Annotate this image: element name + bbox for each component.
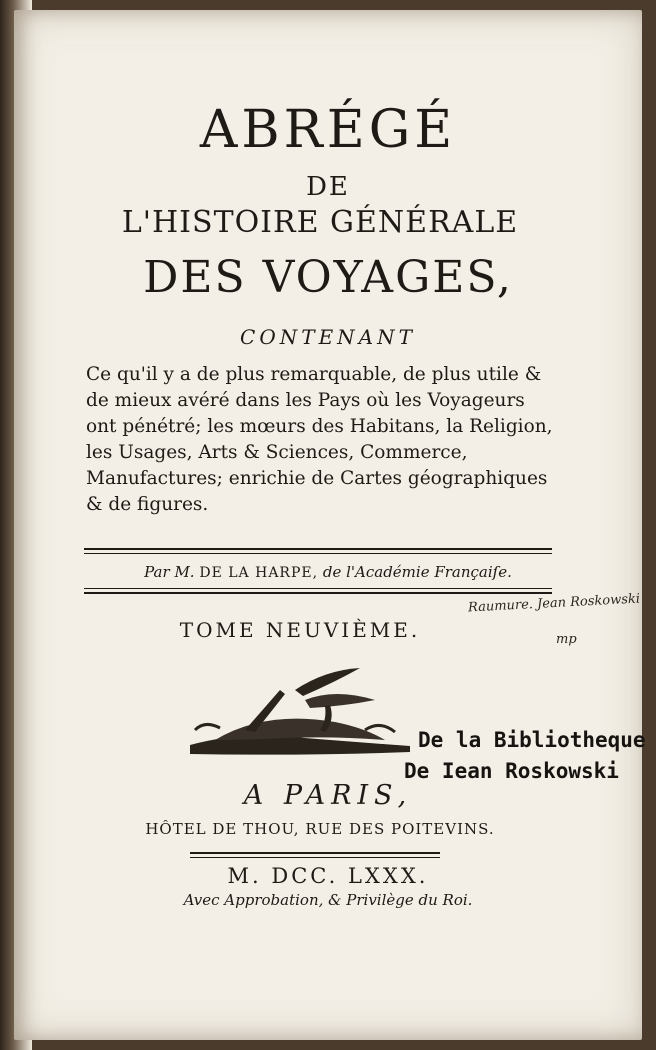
author-prefix: Par M.: [144, 563, 195, 581]
handwritten-mark: mp: [556, 632, 577, 647]
subtitle-label: CONTENANT: [240, 325, 416, 349]
printer-vignette-ornament: [185, 660, 415, 760]
double-rule-bottom-a: [84, 588, 552, 589]
stamp-line-2: De Iean Roskowski: [404, 759, 619, 783]
imprint-rule-a: [190, 852, 440, 854]
royal-privilege-note: Avec Approbation, & Privilège du Roi.: [183, 891, 473, 909]
imprint-address: HÔTEL DE THOU, RUE DES POITEVINS.: [145, 820, 495, 838]
description-line: ont pénétré; les mœurs des Habitans, la Religion,: [86, 416, 553, 437]
description-line: & de figures.: [86, 494, 209, 515]
description-line: de mieux avéré dans les Pays où les Voyageurs: [86, 390, 525, 411]
double-rule-top-a: [84, 548, 552, 550]
handwritten-owner-note: Raumure. Jean Roskowski: [467, 591, 641, 616]
title-line-1: ABRÉGÉ: [199, 100, 457, 160]
description-line: les Usages, Arts & Sciences, Commerce,: [86, 442, 468, 463]
description-line: Ce qu'il y a de plus remarquable, de plus utile &: [86, 364, 542, 385]
imprint-rule-b: [190, 857, 440, 858]
imprint-year: M. DCC. LXXX.: [227, 864, 429, 888]
author-suffix: de l'Académie Françaiſe.: [322, 563, 512, 581]
stamp-line-1: De la Bibliotheque: [418, 728, 646, 752]
double-rule-top-b: [84, 553, 552, 554]
title-line-2: DE: [306, 172, 350, 202]
volume-label: TOME NEUVIÈME.: [179, 618, 421, 642]
author-line: [0, 563, 656, 581]
imprint-city: A PARIS,: [243, 780, 413, 811]
title-line-3: L'HISTOIRE GÉNÉRALE: [121, 205, 519, 240]
double-rule-bottom-b: [84, 592, 552, 594]
author-name: DE LA HARPE,: [199, 565, 319, 581]
title-line-4: DES VOYAGES,: [143, 252, 513, 303]
description-block: [86, 362, 566, 518]
library-stamp: [404, 725, 646, 787]
description-line: Manufactures; enrichie de Cartes géographiques: [86, 468, 548, 489]
